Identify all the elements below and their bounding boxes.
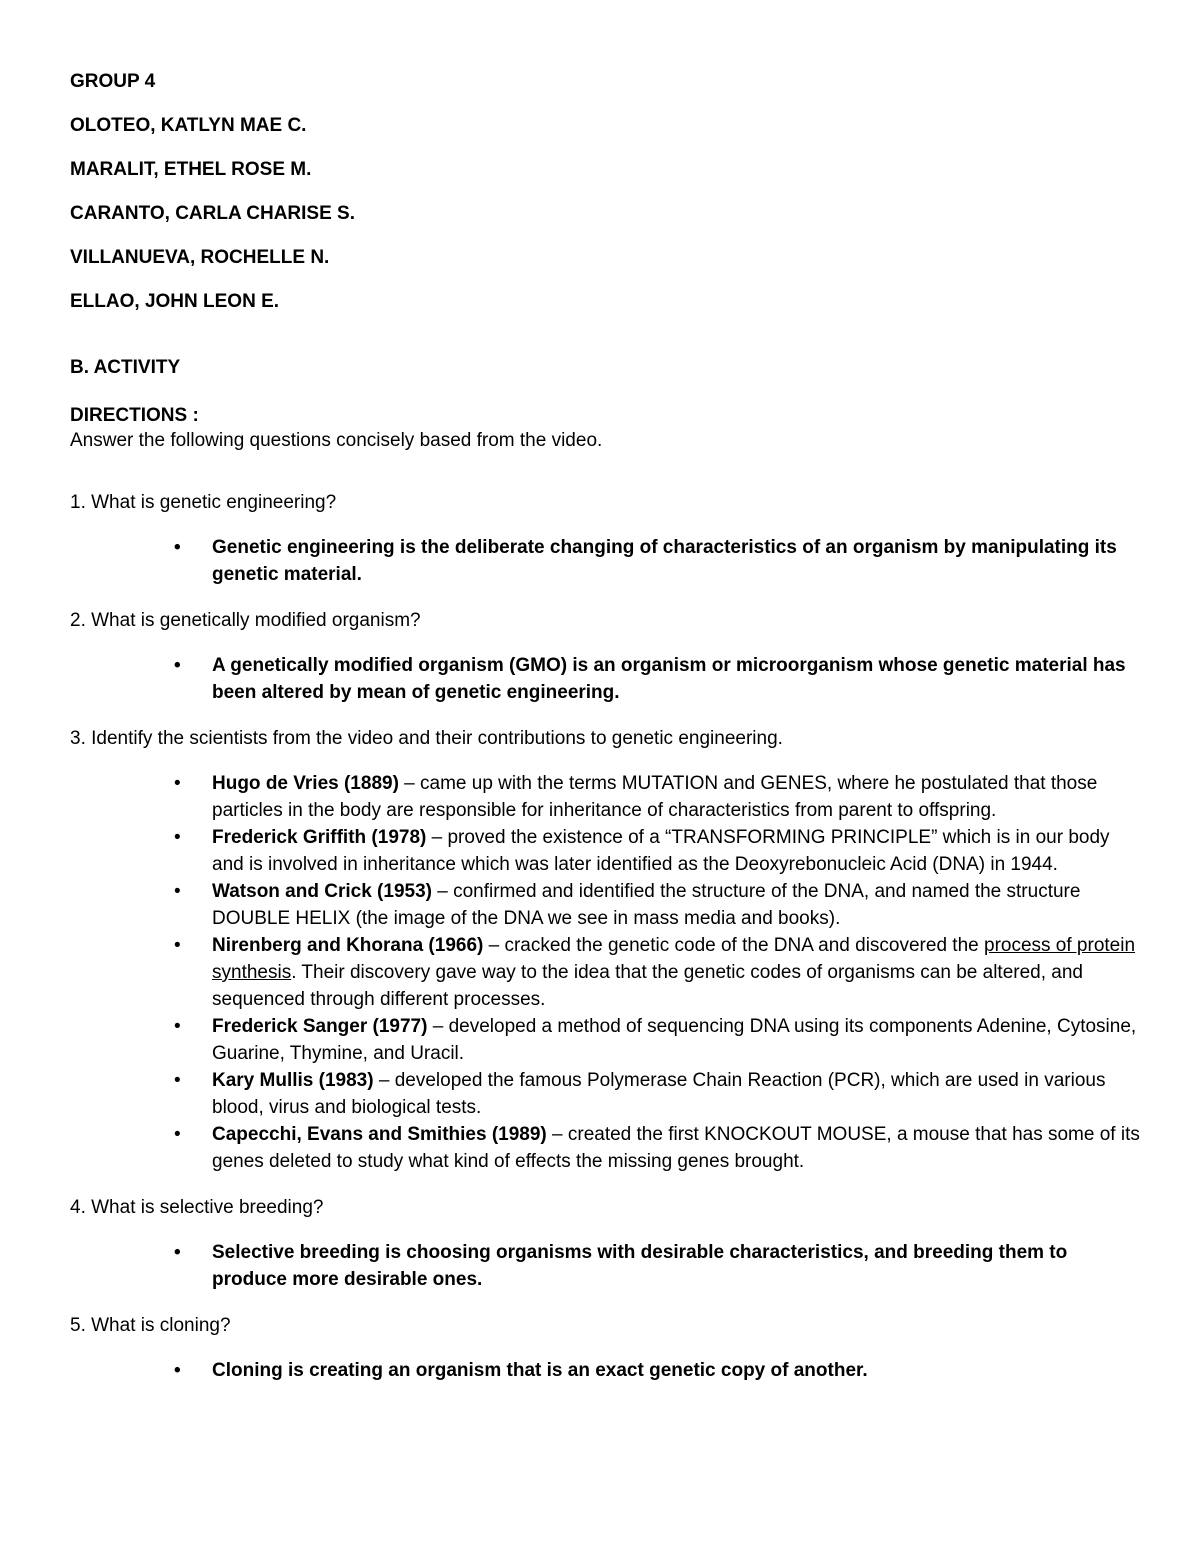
scientist-contribution: – developed the famous Polymerase Chain Reaction (PCR), which are used in various blood, virus and biological tests. bbox=[212, 1070, 1106, 1118]
answer-list-1 bbox=[70, 534, 1140, 588]
scientist-contribution: . Their discovery gave way to the idea that the genetic codes of organisms can be altered, and sequenced through different processes. bbox=[212, 962, 1083, 1010]
bullet-icon: • bbox=[174, 1070, 181, 1091]
scientist-name: Frederick Griffith (1978) bbox=[212, 827, 427, 848]
scientist-name: Capecchi, Evans and Smithies (1989) bbox=[212, 1124, 547, 1145]
answer-item bbox=[174, 1239, 1140, 1293]
bullet-icon: • bbox=[174, 537, 181, 558]
document-page bbox=[70, 70, 1140, 1404]
scientist-item bbox=[174, 824, 1140, 878]
section-title: B. ACTIVITY bbox=[70, 357, 181, 378]
member-name: CARANTO, CARLA CHARISE S. bbox=[70, 203, 356, 224]
scientist-contribution: – created the first KNOCKOUT MOUSE, a mouse that has some of its genes deleted to study what kind of effects the missing genes brought. bbox=[212, 1124, 1140, 1172]
answer-item bbox=[174, 1357, 1140, 1384]
scientist-item bbox=[174, 932, 1140, 1013]
answer-text: A genetically modified organism (GMO) is an organism or microorganism whose genetic material has been altered by mean of genetic engineering. bbox=[212, 655, 1126, 703]
bullet-icon: • bbox=[174, 827, 181, 848]
scientist-name: Hugo de Vries (1889) bbox=[212, 773, 399, 794]
scientist-contribution: – came up with the terms MUTATION and GENES, where he postulated that those particles in the body are responsible for inheritance of characteristics from parent to offspring. bbox=[212, 773, 1098, 821]
member-name: VILLANUEVA, ROCHELLE N. bbox=[70, 247, 330, 268]
answer-list-2 bbox=[70, 652, 1140, 706]
scientist-item bbox=[174, 1121, 1140, 1175]
scientist-item bbox=[174, 878, 1140, 932]
answer-list-5 bbox=[70, 1357, 1140, 1384]
scientist-contribution: – cracked the genetic code of the DNA and discovered the bbox=[483, 935, 984, 956]
question-5: 5. What is cloning? bbox=[70, 1315, 231, 1336]
answer-item bbox=[174, 534, 1140, 588]
member-name: ELLAO, JOHN LEON E. bbox=[70, 291, 280, 312]
question-4: 4. What is selective breeding? bbox=[70, 1197, 324, 1218]
scientist-contribution: – proved the existence of a “TRANSFORMING PRINCIPLE” which is in our body and is involved in inheritance which was later identified as the Deoxyrebonucleic Acid (DNA) in 1944. bbox=[212, 827, 1110, 875]
member-name: MARALIT, ETHEL ROSE M. bbox=[70, 159, 312, 180]
bullet-icon: • bbox=[174, 773, 181, 794]
scientist-item bbox=[174, 1067, 1140, 1121]
scientist-contribution: – confirmed and identified the structure of the DNA, and named the structure DOUBLE HELIX (the image of the DNA we see in mass media and books). bbox=[212, 881, 1081, 929]
bullet-icon: • bbox=[174, 1242, 181, 1263]
answer-item bbox=[174, 652, 1140, 706]
underlined-phrase: process of protein synthesis bbox=[212, 935, 1136, 983]
scientist-list bbox=[70, 770, 1140, 1175]
answer-text: Cloning is creating an organism that is an exact genetic copy of another. bbox=[212, 1360, 868, 1381]
scientist-name: Nirenberg and Khorana (1966) bbox=[212, 935, 484, 956]
answer-list-4 bbox=[70, 1239, 1140, 1293]
bullet-icon: • bbox=[174, 655, 181, 676]
scientist-name: Kary Mullis (1983) bbox=[212, 1070, 374, 1091]
question-2: 2. What is genetically modified organism? bbox=[70, 610, 421, 631]
directions-text: Answer the following questions concisely based from the video. bbox=[70, 430, 603, 451]
question-1: 1. What is genetic engineering? bbox=[70, 492, 337, 513]
bullet-icon: • bbox=[174, 1124, 181, 1145]
scientist-item bbox=[174, 770, 1140, 824]
scientist-name: Watson and Crick (1953) bbox=[212, 881, 432, 902]
answer-text: Selective breeding is choosing organisms with desirable characteristics, and breeding them to produce more desirable ones. bbox=[212, 1242, 1068, 1290]
bullet-icon: • bbox=[174, 1360, 181, 1381]
member-name: OLOTEO, KATLYN MAE C. bbox=[70, 115, 307, 136]
bullet-icon: • bbox=[174, 1016, 181, 1037]
scientist-name: Frederick Sanger (1977) bbox=[212, 1016, 428, 1037]
group-title: GROUP 4 bbox=[70, 71, 156, 92]
answer-text: Genetic engineering is the deliberate changing of characteristics of an organism by manipulating its genetic material. bbox=[212, 537, 1117, 585]
bullet-icon: • bbox=[174, 881, 181, 902]
directions-label: DIRECTIONS : bbox=[70, 405, 199, 426]
scientist-contribution: – developed a method of sequencing DNA using its components Adenine, Cytosine, Guarine, Thymine, and Uracil. bbox=[212, 1016, 1137, 1064]
question-3: 3. Identify the scientists from the video and their contributions to genetic engineering. bbox=[70, 728, 783, 749]
scientist-item bbox=[174, 1013, 1140, 1067]
bullet-icon: • bbox=[174, 935, 181, 956]
